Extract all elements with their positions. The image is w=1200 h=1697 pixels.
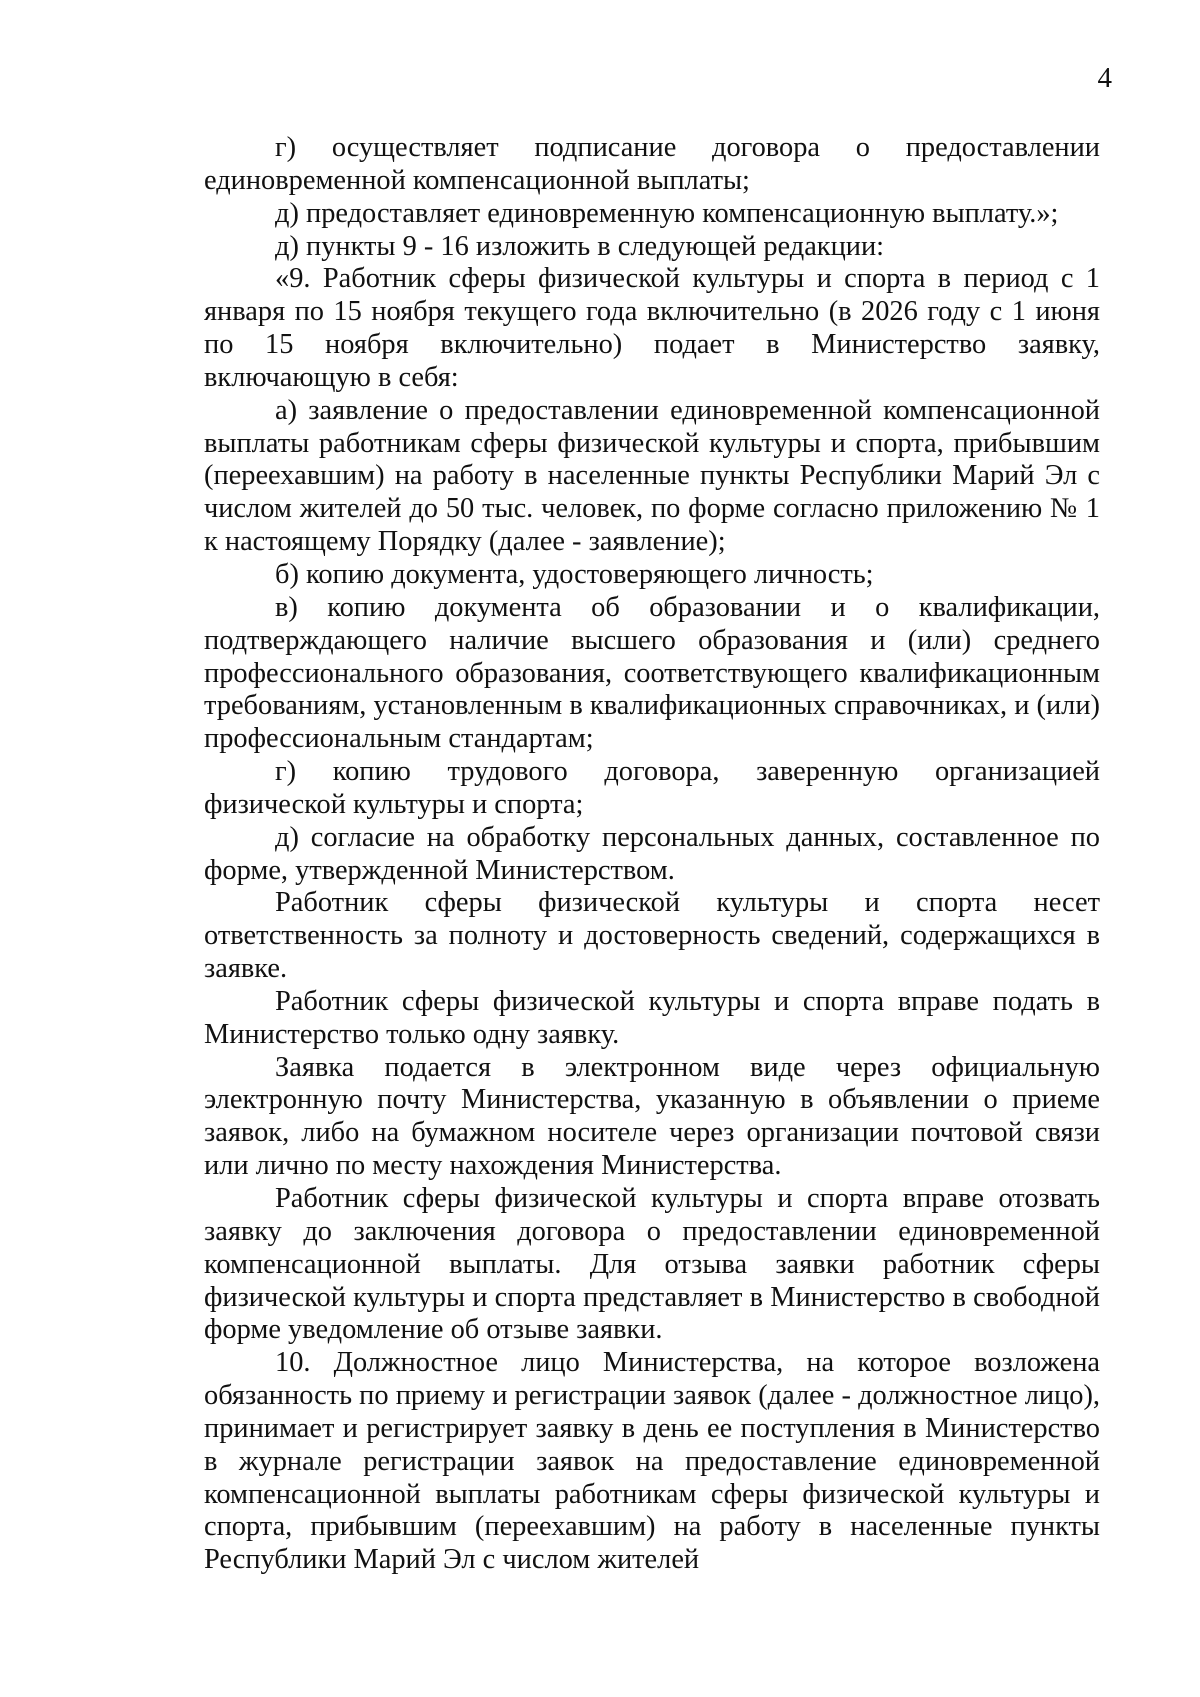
paragraph-item-9-v: в) копию документа об образовании и о квалификации, подтверждающего наличие высшего образования и (или) среднего профессионального образования, соответствующего квалификационным требованиям, установленным в квалификационных справочниках, и (или) профессиональным стандартам; (204, 591, 1100, 755)
paragraph-item-9: «9. Работник сферы физической культуры и спорта в период с 1 января по 15 ноября текущего года включительно (в 2026 году с 1 июня по 15 ноября включительно) подает в Министерство заявку, включающую в себя: (204, 263, 1100, 393)
paragraph-one-application: Работник сферы физической культуры и спорта вправе подать в Министерство только одну заявку. (204, 985, 1100, 1050)
document-body (204, 132, 1100, 1577)
paragraph-item-9-b: б) копию документа, удостоверяющего личность; (275, 558, 874, 590)
paragraph-submission-method: Заявка подается в электронном виде через официальную электронную почту Министерства, указанную в объявлении о приеме заявок, либо на бумажном носителе через организации почтовой связи или лично по месту нахождения Министерства. (204, 1051, 1100, 1182)
page-number: 4 (1097, 62, 1112, 94)
paragraph-item-10: 10. Должностное лицо Министерства, на которое возложена обязанность по приему и регистрации заявок (далее - должностное лицо), принимает и регистрирует заявку в день ее поступления в Министерство в журнале регистрации заявок на предоставление единовременной компенсационной выплаты работникам сферы физической культуры и спорта, прибывшим (переехавшим) на работу в населенные пункты Республики Марий Эл с числом жителей (204, 1347, 1100, 1576)
paragraph-withdrawal: Работник сферы физической культуры и спорта вправе отозвать заявку до заключения договора о предоставлении единовременной компенсационной выплаты. Для отзыва заявки работник сферы физической культуры и спорта представляет в Министерство в свободной форме уведомление об отзыве заявки. (204, 1183, 1100, 1346)
paragraph-item-9-g: г) копию трудового договора, заверенную организацией физической культуры и спорта; (204, 756, 1100, 820)
paragraph-clause-d: д) предоставляет единовременную компенсационную выплату.»; (275, 197, 1059, 229)
paragraph-responsibility: Работник сферы физической культуры и спорта несет ответственность за полноту и достоверность сведений, содержащихся в заявке. (204, 887, 1100, 985)
paragraph-item-9-d: д) согласие на обработку персональных данных, составленное по форме, утвержденной Министерством. (204, 821, 1100, 886)
paragraph-amendment-intro: д) пункты 9 - 16 изложить в следующей редакции: (275, 230, 885, 262)
paragraph-item-9-a: а) заявление о предоставлении единовременной компенсационной выплаты работникам сферы физической культуры и спорта, прибывшим (переехавшим) на работу в населенные пункты Республики Марий Эл с числом жителей до 50 тыс. человек, по форме согласно приложению № 1 к настоящему Порядку (далее - заявление); (204, 394, 1100, 558)
paragraph-clause-g: г) осуществляет подписание договора о предоставлении единовременной компенсационной выплаты; (204, 132, 1100, 196)
